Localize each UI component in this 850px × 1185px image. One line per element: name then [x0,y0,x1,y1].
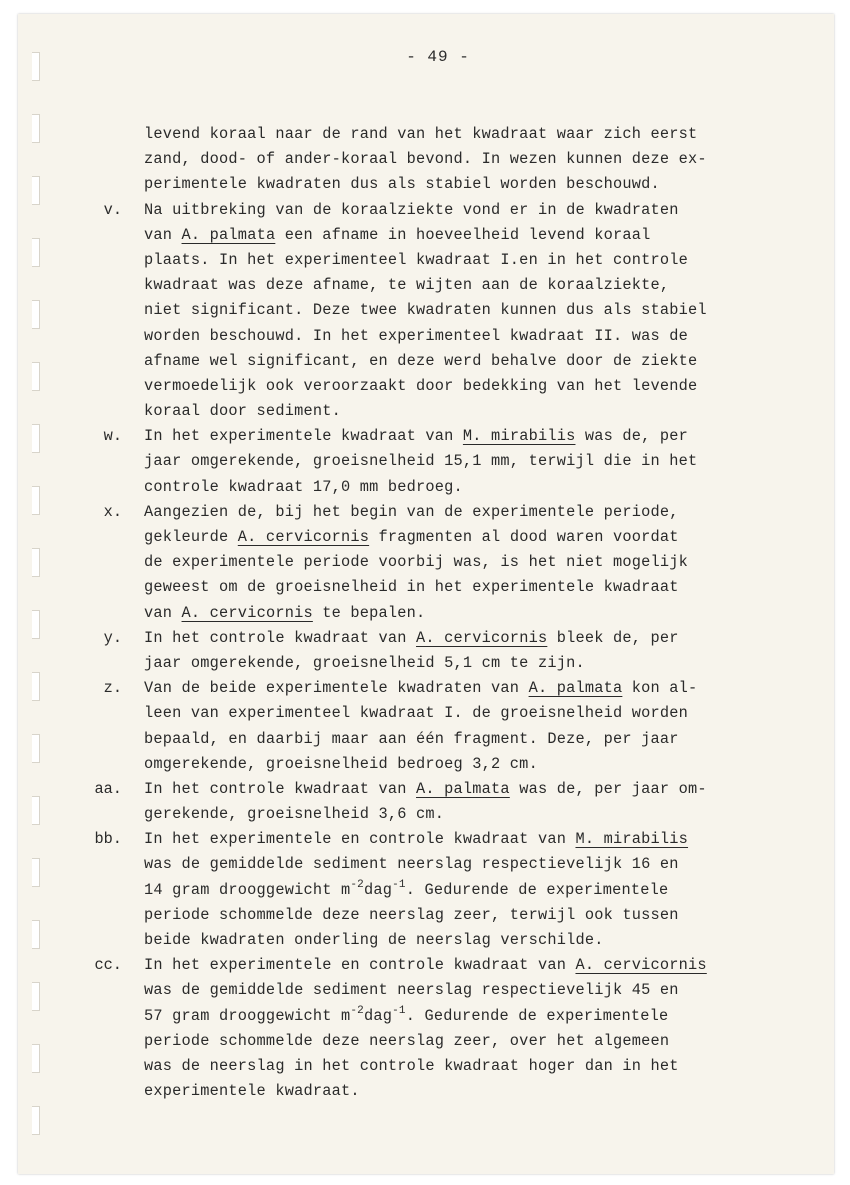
paragraph-item [18,953,834,1104]
item-marker: w. [103,427,122,446]
paragraph-item [18,122,834,198]
text-segment: van [144,603,182,622]
paragraph-item [18,500,834,626]
text-line [18,223,834,248]
text-line: was de neerslag in het controle kwadraat hoger dan in het [144,1056,679,1075]
text-line [18,626,834,651]
text-line: zand, dood- of ander-koraal bevond. In wezen kunnen deze ex- [144,150,707,169]
exponent: -2 [350,878,364,891]
paragraph-item [18,827,834,953]
item-marker: bb. [94,830,122,849]
item-marker: cc. [94,956,122,975]
paragraph-item [18,777,834,827]
text-segment: gekleurde [144,528,238,546]
species-name: M. mirabilis [462,427,576,446]
species-name: A. cervicornis [181,603,313,622]
item-marker: y. [103,628,122,647]
text-line [18,424,834,449]
page-number: - 49 - [406,48,470,66]
text-segment: te bepalen. [312,603,426,622]
text-segment: was de, per [575,427,689,446]
text-segment: Van de beide experimentele kwadraten van [144,679,529,698]
text-segment: In het controle kwadraat van [144,779,417,798]
paragraph-item [18,424,834,500]
text-line [18,1004,834,1029]
text-segment: In het experimentele kwadraat van [144,427,463,446]
item-marker: z. [103,679,122,698]
text-segment: 57 gram drooggewicht m [144,1006,351,1025]
species-name: A. cervicornis [416,628,548,647]
exponent: -1 [392,1004,406,1017]
text-line: periode schommelde deze neerslag zeer, terwijl ook tussen [144,905,679,924]
item-marker: v. [103,200,122,219]
species-name: A. palmata [528,679,623,698]
text-segment: kon al- [622,679,698,698]
text-segment: . Gedurende de experimentele [405,1006,669,1025]
species-name: M. mirabilis [575,830,689,849]
text-segment: dag [363,880,393,899]
text-line: leen van experimenteel kwadraat I. de groeisnelheid worden [144,704,689,723]
item-marker: x. [103,502,122,521]
paragraph-item [18,676,834,777]
species-name: A. cervicornis [237,528,370,546]
text-line [18,827,834,852]
text-segment: een afname in hoeveelheid levend koraal [275,225,651,244]
text-line: controle kwadraat 17,0 mm bedroeg. [144,477,463,496]
text-segment: In het experimentele en controle kwadraat van [144,956,576,975]
text-segment: bleek de, per [547,628,679,647]
text-line: gerekende, groeisnelheid 3,6 cm. [144,805,445,824]
text-line: plaats. In het experimenteel kwadraat I.en in het controle [144,250,689,269]
binding-punch-hole [32,1106,40,1135]
text-segment: fragmenten al dood waren voordat [369,528,679,546]
item-marker: aa. [94,779,122,798]
exponent: -1 [392,878,406,891]
text-line: levend koraal naar de rand van het kwadraat waar zich eerst [144,125,698,143]
text-line: jaar omgerekende, groeisnelheid 5,1 cm te zijn. [144,653,585,672]
paragraph-item [18,626,834,676]
text-line: worden beschouwd. In het experimenteel kwadraat II. was de [144,326,689,345]
text-line: Aangezien de, bij het begin van de experimentele periode, [144,502,679,521]
text-line: was de gemiddelde sediment neerslag respectievelijk 45 en [144,981,679,1000]
text-line: Na uitbreking van de koraalziekte vond er in de kwadraten [144,200,679,219]
text-line: experimentele kwadraat. [144,1082,360,1101]
text-line: perimentele kwadraten dus als stabiel worden beschouwd. [144,175,660,194]
text-line: kwadraat was deze afname, te wijten aan de koraalziekte, [144,276,670,295]
text-line [18,601,834,626]
text-line: vermoedelijk ook veroorzaakt door bedekking van het levende [144,376,698,395]
text-line [18,525,834,550]
paragraph-item [18,198,834,425]
text-segment: 14 gram drooggewicht m [144,880,351,899]
text-line: geweest om de groeisnelheid in het experimentele kwadraat [144,578,679,597]
text-segment: . Gedurende de experimentele [405,880,669,899]
species-name: A. palmata [416,779,510,798]
text-segment: In het experimentele en controle kwadraat van [144,830,576,849]
document-page [18,14,834,1174]
text-line: jaar omgerekende, groeisnelheid 15,1 mm, terwijl die in het [144,452,698,471]
text-line: afname wel significant, en deze werd behalve door de ziekte [144,351,698,370]
text-line: niet significant. Deze twee kwadraten kunnen dus als stabiel [144,301,707,320]
species-name: A. palmata [181,225,276,244]
text-line [18,878,834,903]
text-segment: In het controle kwadraat van [144,628,417,647]
species-name: A. cervicornis [575,956,707,975]
text-segment: van [144,225,182,244]
text-line: was de gemiddelde sediment neerslag respectievelijk 16 en [144,855,679,874]
text-line: bepaald, en daarbij maar aan één fragment. Deze, per jaar [144,729,679,748]
text-line: periode schommelde deze neerslag zeer, over het algemeen [144,1031,670,1050]
body-text [18,122,834,1104]
text-line: de experimentele periode voorbij was, is het niet mogelijk [144,553,689,572]
text-line: beide kwadraten onderling de neerslag verschilde. [144,931,604,949]
text-line [18,676,834,701]
text-line [18,953,834,978]
exponent: -2 [350,1004,364,1017]
text-line [18,777,834,802]
text-line: koraal door sediment. [144,402,341,421]
text-segment: was de, per jaar om- [509,779,707,798]
text-line: omgerekende, groeisnelheid bedroeg 3,2 cm. [144,754,538,773]
text-segment: dag [363,1006,393,1025]
